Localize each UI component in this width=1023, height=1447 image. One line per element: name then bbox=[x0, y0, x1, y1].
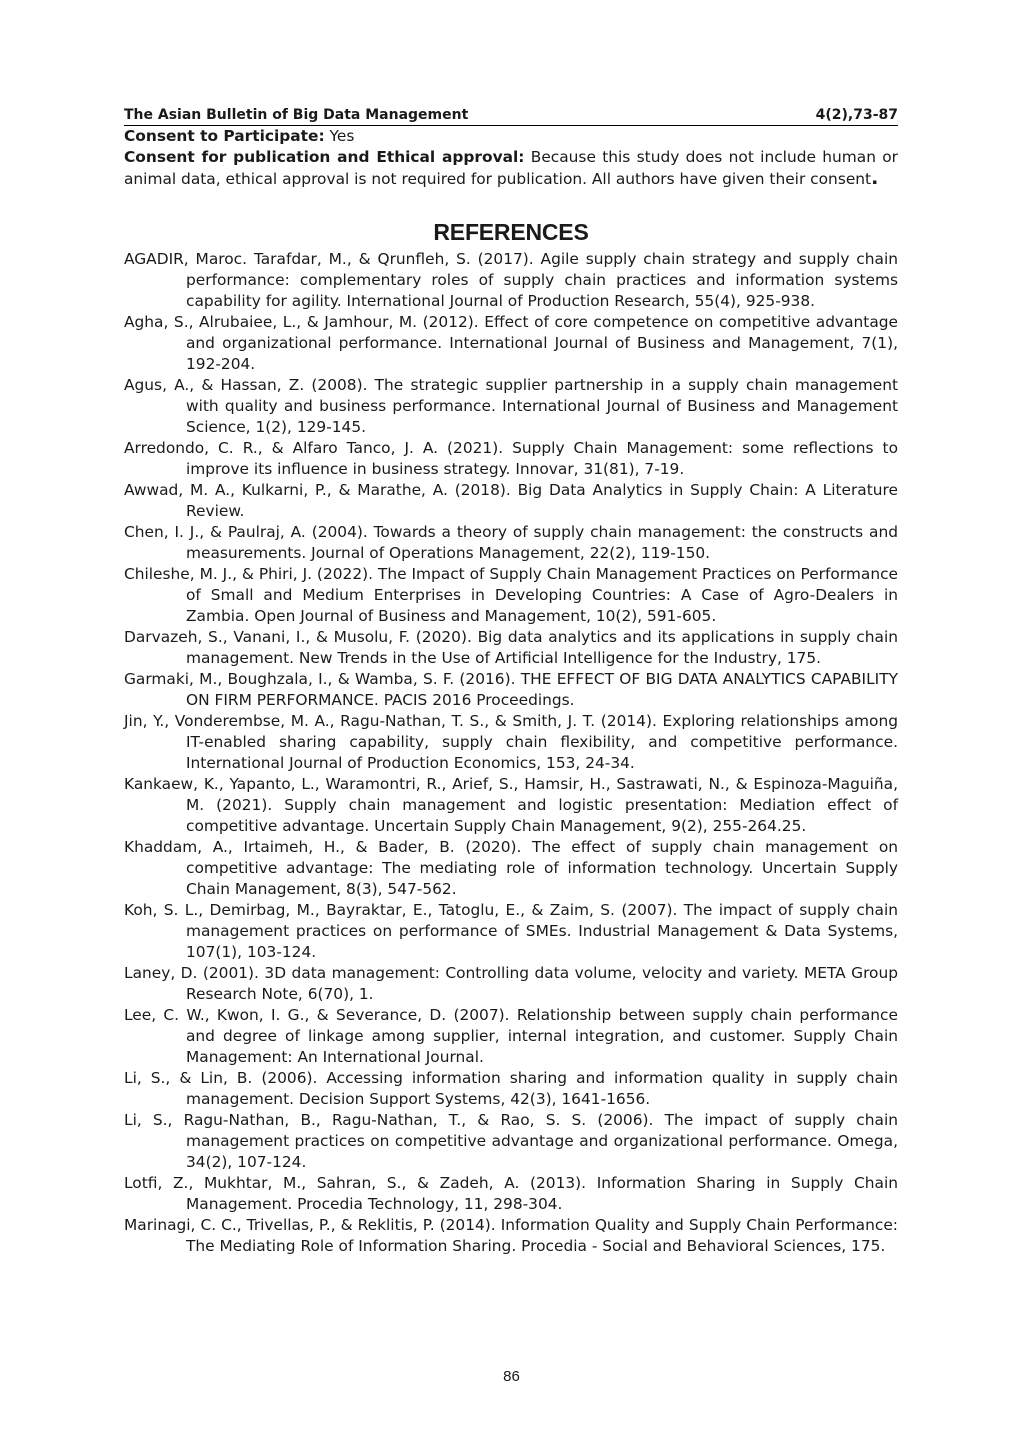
page-number: 86 bbox=[503, 1368, 520, 1385]
reference-item: Lee, C. W., Kwon, I. G., & Severance, D. (2007). Relationship between supply chain performance and degree of linkage among supplier, internal integration, and customer. Supply Chain Management: An International Journal. bbox=[124, 1006, 898, 1066]
reference-item: Chileshe, M. J., & Phiri, J. (2022). The Impact of Supply Chain Management Practices on Performance of Small and Medium Enterprises in Developing Countries: A Case of Agro-Dealers in Zambia. Open Journal of Business and Management, 10(2), 591-605. bbox=[124, 565, 898, 625]
reference-item: Jin, Y., Vonderembse, M. A., Ragu-Nathan, T. S., & Smith, J. T. (2014). Exploring relationships among IT-enabled sharing capability, supply chain flexibility, and competitive performance. International Journal of Production Economics, 153, 24-34. bbox=[124, 712, 898, 772]
reference-item: Li, S., Ragu-Nathan, B., Ragu-Nathan, T., & Rao, S. S. (2006). The impact of supply chain management practices on competitive advantage and organizational performance. Omega, 34(2), 107-124. bbox=[124, 1111, 898, 1171]
reference-item: Darvazeh, S., Vanani, I., & Musolu, F. (2020). Big data analytics and its applications in supply chain management. New Trends in the Use of Artificial Intelligence for the Industry, 175. bbox=[124, 628, 898, 667]
reference-item: Koh, S. L., Demirbag, M., Bayraktar, E., Tatoglu, E., & Zaim, S. (2007). The impact of supply chain management practices on performance of SMEs. Industrial Management & Data Systems, 107(1), 103-124. bbox=[124, 901, 898, 961]
reference-item: Agus, A., & Hassan, Z. (2008). The strategic supplier partnership in a supply chain management with quality and business performance. International Journal of Business and Management Science, 1(2), 129-145. bbox=[124, 376, 898, 436]
ethics-text: Because this study does not include human or animal data, ethical approval is not required for publication. All authors have given their consent bbox=[124, 148, 899, 188]
reference-item: Khaddam, A., Irtaimeh, H., & Bader, B. (2020). The effect of supply chain management on competitive advantage: The mediating role of information technology. Uncertain Supply Chain Management, 8(3), 547-562. bbox=[124, 838, 898, 898]
reference-item: Arredondo, C. R., & Alfaro Tanco, J. A. (2021). Supply Chain Management: some reflections to improve its influence in business strategy. Innovar, 31(81), 7-19. bbox=[124, 439, 898, 478]
ethics-period: . bbox=[871, 167, 879, 189]
running-header bbox=[124, 103, 898, 126]
reference-item: Li, S., & Lin, B. (2006). Accessing information sharing and information quality in supply chain management. Decision Support Systems, 42(3), 1641-1656. bbox=[124, 1069, 898, 1108]
declarations bbox=[124, 126, 898, 190]
reference-list bbox=[124, 249, 898, 1257]
reference-item: Lotfi, Z., Mukhtar, M., Sahran, S., & Zadeh, A. (2013). Information Sharing in Supply Chain Management. Procedia Technology, 11, 298-304. bbox=[124, 1174, 898, 1213]
reference-item: Awwad, M. A., Kulkarni, P., & Marathe, A. (2018). Big Data Analytics in Supply Chain: A Literature Review. bbox=[124, 481, 898, 520]
reference-item: Kankaew, K., Yapanto, L., Waramontri, R., Arief, S., Hamsir, H., Sastrawati, N., & Espinoza-Maguiña, M. (2021). Supply chain management and logistic presentation: Mediation effect of competitive advantage. Uncertain Supply Chain Management, 9(2), 255-264.25. bbox=[124, 775, 898, 835]
reference-item: Agha, S., Alrubaiee, L., & Jamhour, M. (2012). Effect of core competence on competitive advantage and organizational performance. International Journal of Business and Management, 7(1), 192-204. bbox=[124, 313, 898, 373]
consent-statement bbox=[124, 126, 898, 147]
consent-label: Consent to Participate: bbox=[124, 127, 325, 145]
volume-pages: 4(2),73-87 bbox=[815, 107, 898, 123]
references-heading: REFERENCES bbox=[433, 219, 589, 245]
reference-item: AGADIR, Maroc. Tarafdar, M., & Qrunfleh, S. (2017). Agile supply chain strategy and supply chain performance: complementary roles of supply chain practices and information systems capability for agility. International Journal of Production Research, 55(4), 925-938. bbox=[124, 250, 898, 310]
reference-item: Laney, D. (2001). 3D data management: Controlling data volume, velocity and variety. META Group Research Note, 6(70), 1. bbox=[124, 964, 898, 1003]
consent-value: Yes bbox=[324, 127, 355, 145]
reference-item: Chen, I. J., & Paulraj, A. (2004). Towards a theory of supply chain management: the constructs and measurements. Journal of Operations Management, 22(2), 119-150. bbox=[124, 523, 898, 562]
journal-title: The Asian Bulletin of Big Data Management bbox=[124, 107, 469, 123]
ethics-statement bbox=[124, 147, 898, 190]
reference-item: Marinagi, C. C., Trivellas, P., & Reklitis, P. (2014). Information Quality and Supply Chain Performance: The Mediating Role of Information Sharing. Procedia - Social and Behavioral Sciences, 175. bbox=[124, 1216, 898, 1255]
ethics-label: Consent for publication and Ethical approval: bbox=[124, 148, 525, 166]
reference-item: Garmaki, M., Boughzala, I., & Wamba, S. F. (2016). THE EFFECT OF BIG DATA ANALYTICS CAPABILITY ON FIRM PERFORMANCE. PACIS 2016 Proceedings. bbox=[124, 670, 898, 709]
